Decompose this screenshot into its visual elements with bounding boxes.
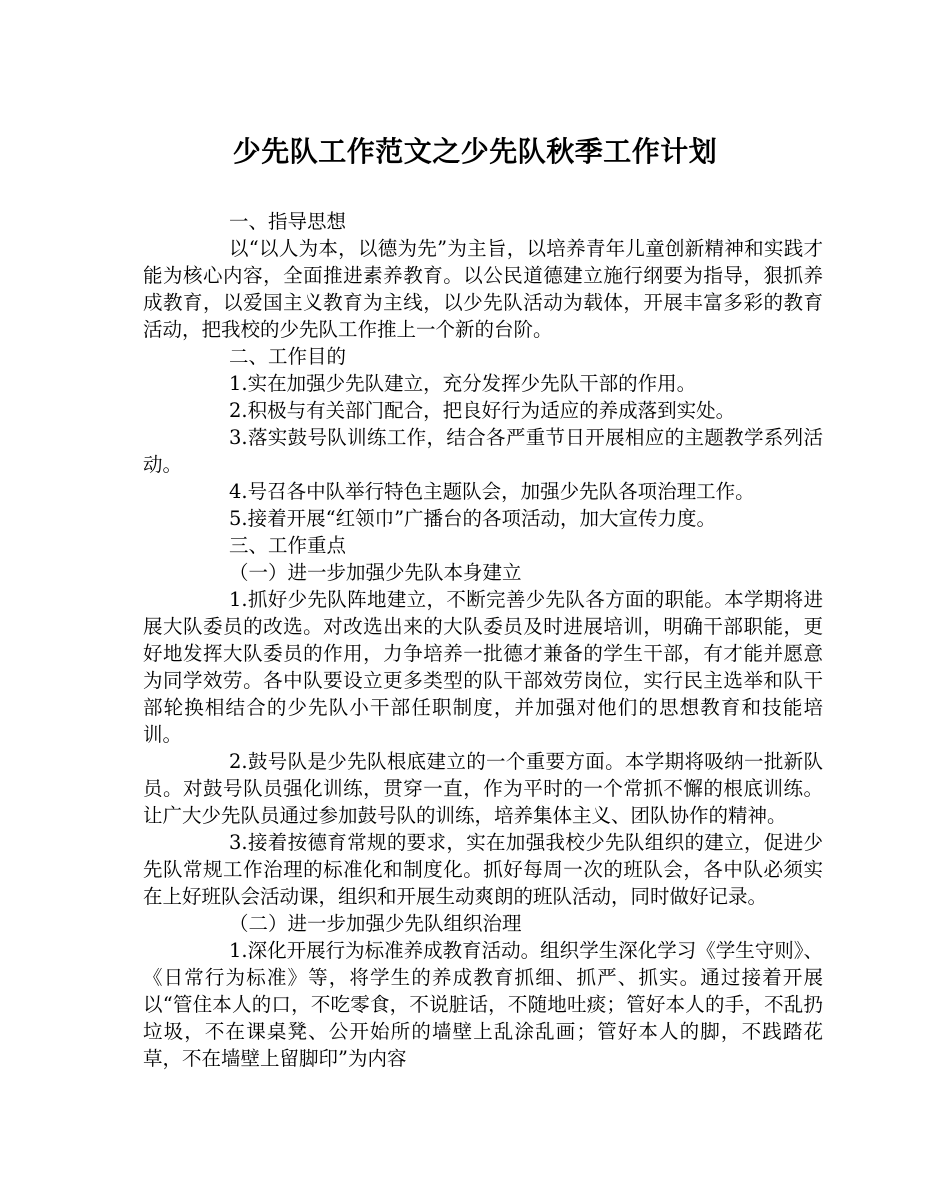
document-title: 少先队工作范文之少先队秋季工作计划 — [232, 135, 718, 168]
list-item: 1.实在加强少先队建立，充分发挥少先队干部的作用。 — [229, 372, 697, 395]
list-item: 2.积极与有关部门配合，把良好行为适应的养成落到实处。 — [229, 399, 736, 422]
body-paragraph: 1.深化开展行为标准养成教育活动。组织学生深化学习《学生守则》、《日常行为标准》等，将学生的养成教育抓细、抓严、抓实。通过接着开展以“管住本人的口，不吃零食，不说脏话，不随地吐痰；管好本人的手，不乱扔垃圾，不在课桌凳、公开始所的墙壁上乱涂乱画；管好本人的脚，不践踏花草，不在墙壁上留脚印”为内容 — [143, 939, 823, 1070]
body-paragraph: 3.接着按德育常规的要求，实在加强我校少先队组织的建立，促进少先队常规工作治理的标准化和制度化。抓好每周一次的班队会，各中队必须实在上好班队会活动课，组织和开展生动爽朗的班队活动，同时做好记录。 — [143, 831, 823, 908]
list-item: 3.落实鼓号队训练工作，结合各严重节日开展相应的主题教学系列活动。 — [143, 426, 823, 476]
body-paragraph: 1.抓好少先队阵地建立，不断完善少先队各方面的职能。本学期将进展大队委员的改选。对改选出来的大队委员及时进展培训，明确干部职能，更好地发挥大队委员的作用，力争培养一批德才兼备的学生干部，有才能并愿意为同学效劳。各中队要设立更多类型的队干部效劳岗位，实行民主选举和队干部轮换相结合的少先队小干部任职制度，并加强对他们的思想教育和技能培训。 — [143, 588, 823, 746]
section-heading: 一、指导思想 — [229, 210, 347, 233]
list-item: 5.接着开展“红领巾”广播台的各项活动，加大宣传力度。 — [229, 507, 717, 530]
list-item: 4.号召各中队举行特色主题队会，加强少先队各项治理工作。 — [229, 480, 755, 503]
subsection-heading: （二）进一步加强少先队组织治理 — [229, 912, 522, 935]
document-body — [143, 208, 823, 1072]
section-heading: 二、工作目的 — [229, 345, 347, 368]
body-paragraph: 2.鼓号队是少先队根底建立的一个重要方面。本学期将吸纳一批新队员。对鼓号队员强化训练，贯穿一直，作为平时的一个常抓不懈的根底训练。让广大少先队员通过参加鼓号队的训练，培养集体主义、团队协作的精神。 — [143, 750, 823, 827]
subsection-heading: （一）进一步加强少先队本身建立 — [229, 561, 522, 584]
section-heading: 三、工作重点 — [229, 534, 347, 557]
body-paragraph: 以“以人为本，以德为先”为主旨，以培养青年儿童创新精神和实践才能为核心内容，全面推进素养教育。以公民道德建立施行纲要为指导，狠抓养成教育，以爱国主义教育为主线，以少先队活动为载体，开展丰富多彩的教育活动，把我校的少先队工作推上一个新的台阶。 — [143, 237, 823, 341]
